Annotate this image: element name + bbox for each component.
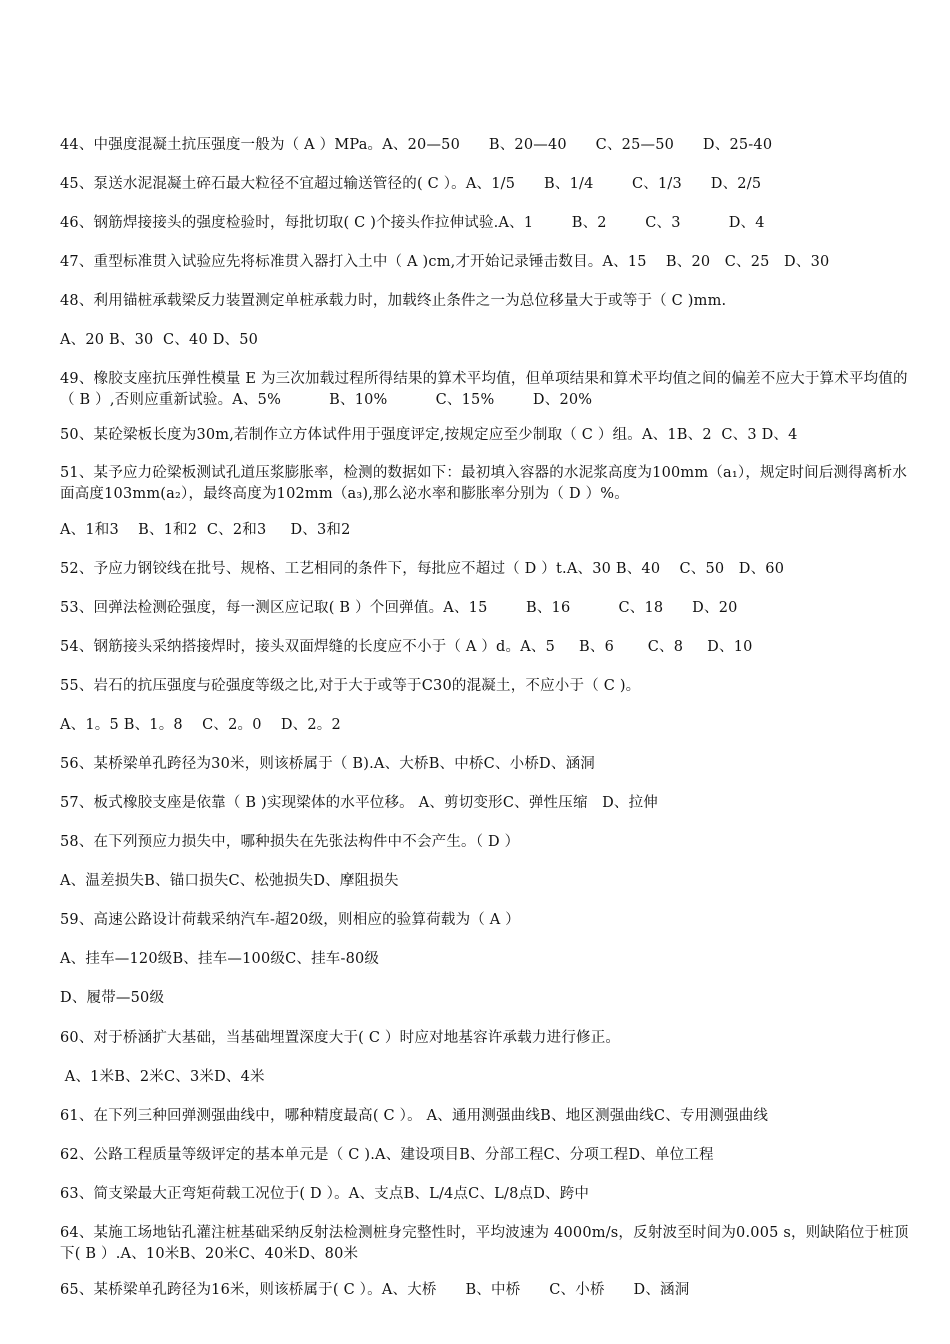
question-45: 45、泵送水泥混凝土碎石最大粒径不宜超过输送管径的( C ）。A、1/5 B、1/4 C、1/3 D、2/5 <box>60 176 762 192</box>
question-53: 53、回弹法检测砼强度，每一测区应记取( B ）个回弹值。A、15 B、16 C、18 D、20 <box>60 600 738 616</box>
question-59-options-1: A、挂车—120级B、挂车—100级C、挂车-80级 <box>60 951 380 967</box>
question-47: 47、重型标准贯入试验应先将标准贯入器打入土中（ A )cm,才开始记录锤击数目。A、15 B、20 C、25 D、30 <box>60 254 830 270</box>
question-48-options: A、20 B、30 C、40 D、50 <box>60 332 259 348</box>
question-51: 51、某予应力砼梁板测试孔道压浆膨胀率，检测的数据如下：最初填入容器的水泥浆高度为100mm（a₁），规定时间后测得离析水面高度103mm(a₂），最终高度为102mm（a₃),那么泌水率和膨胀率分别为（ D ）%。 <box>60 465 908 502</box>
question-65: 65、某桥梁单孔跨径为16米，则该桥属于( C ）。A、大桥 B、中桥 C、小桥 D、涵洞 <box>60 1282 690 1298</box>
question-64: 64、某施工场地钻孔灌注桩基础采纳反射法检测桩身完整性时，平均波速为 4000m/s，反射波至时间为0.005 s，则缺陷位于桩顶下( B ）.A、10米B、20米C、40米D、80米 <box>60 1225 909 1262</box>
question-49: 49、橡胶支座抗压弹性模量 E 为三次加载过程所得结果的算术平均值，但单项结果和算术平均值之间的偏差不应大于算术平均值的（ B ）,否则应重新试验。A、5% B、10% C、15% D、20% <box>60 371 908 408</box>
question-48: 48、利用锚桩承载梁反力装置测定单桩承载力时，加载终止条件之一为总位移量大于或等于（ C )mm. <box>60 293 727 309</box>
question-56: 56、某桥梁单孔跨径为30米，则该桥属于（ B).A、大桥B、中桥C、小桥D、涵洞 <box>60 756 595 772</box>
question-61: 61、在下列三种回弹测强曲线中，哪种精度最高( C ）。 A、通用测强曲线B、地区测强曲线C、专用测强曲线 <box>60 1108 769 1124</box>
question-55-options: A、1。5 B、1。8 C、2。0 D、2。2 <box>60 717 341 733</box>
question-44: 44、中强度混凝土抗压强度一般为（ A ）MPa。A、20—50 B、20—40 C、25—50 D、25-40 <box>60 137 773 153</box>
question-59-options-2: D、履带—50级 <box>60 990 165 1006</box>
question-46: 46、钢筋焊接接头的强度检验时，每批切取( C )个接头作拉伸试验.A、1 B、2 C、3 D、4 <box>60 215 765 231</box>
question-50: 50、某砼梁板长度为30m,若制作立方体试件用于强度评定,按规定应至少制取（ C ）组。A、1B、2 C、3 D、4 <box>60 427 798 443</box>
question-63: 63、简支梁最大正弯矩荷载工况位于( D ）。A、支点B、L/4点C、L/8点D、跨中 <box>60 1186 590 1202</box>
question-60: 60、对于桥涵扩大基础，当基础埋置深度大于( C ）时应对地基容许承载力进行修正。 <box>60 1030 621 1046</box>
question-51-options: A、1和3 B、1和2 C、2和3 D、3和2 <box>60 522 351 538</box>
question-58-options: A、温差损失B、锚口损失C、松弛损失D、摩阻损失 <box>60 873 399 889</box>
question-58: 58、在下列预应力损失中，哪种损失在先张法构件中不会产生。（ D ） <box>60 834 520 850</box>
question-59: 59、高速公路设计荷载采纳汽车-超20级，则相应的验算荷载为（ A ） <box>60 912 520 928</box>
question-57: 57、板式橡胶支座是依靠（ B )实现梁体的水平位移。 A、剪切变形C、弹性压缩 D、拉伸 <box>60 795 659 811</box>
question-54: 54、钢筋接头采纳搭接焊时，接头双面焊缝的长度应不小于（ A ）d。A、5 B、6 C、8 D、10 <box>60 639 753 655</box>
question-60-options: A、1米B、2米C、3米D、4米 <box>60 1069 265 1085</box>
question-52: 52、予应力钢铰线在批号、规格、工艺相同的条件下，每批应不超过（ D ）t.A、30 B、40 C、50 D、60 <box>60 561 785 577</box>
question-55: 55、岩石的抗压强度与砼强度等级之比,对于大于或等于C30的混凝土，不应小于（ C )。 <box>60 678 641 694</box>
question-62: 62、公路工程质量等级评定的基本单元是（ C ).A、建设项目B、分部工程C、分项工程D、单位工程 <box>60 1147 714 1163</box>
